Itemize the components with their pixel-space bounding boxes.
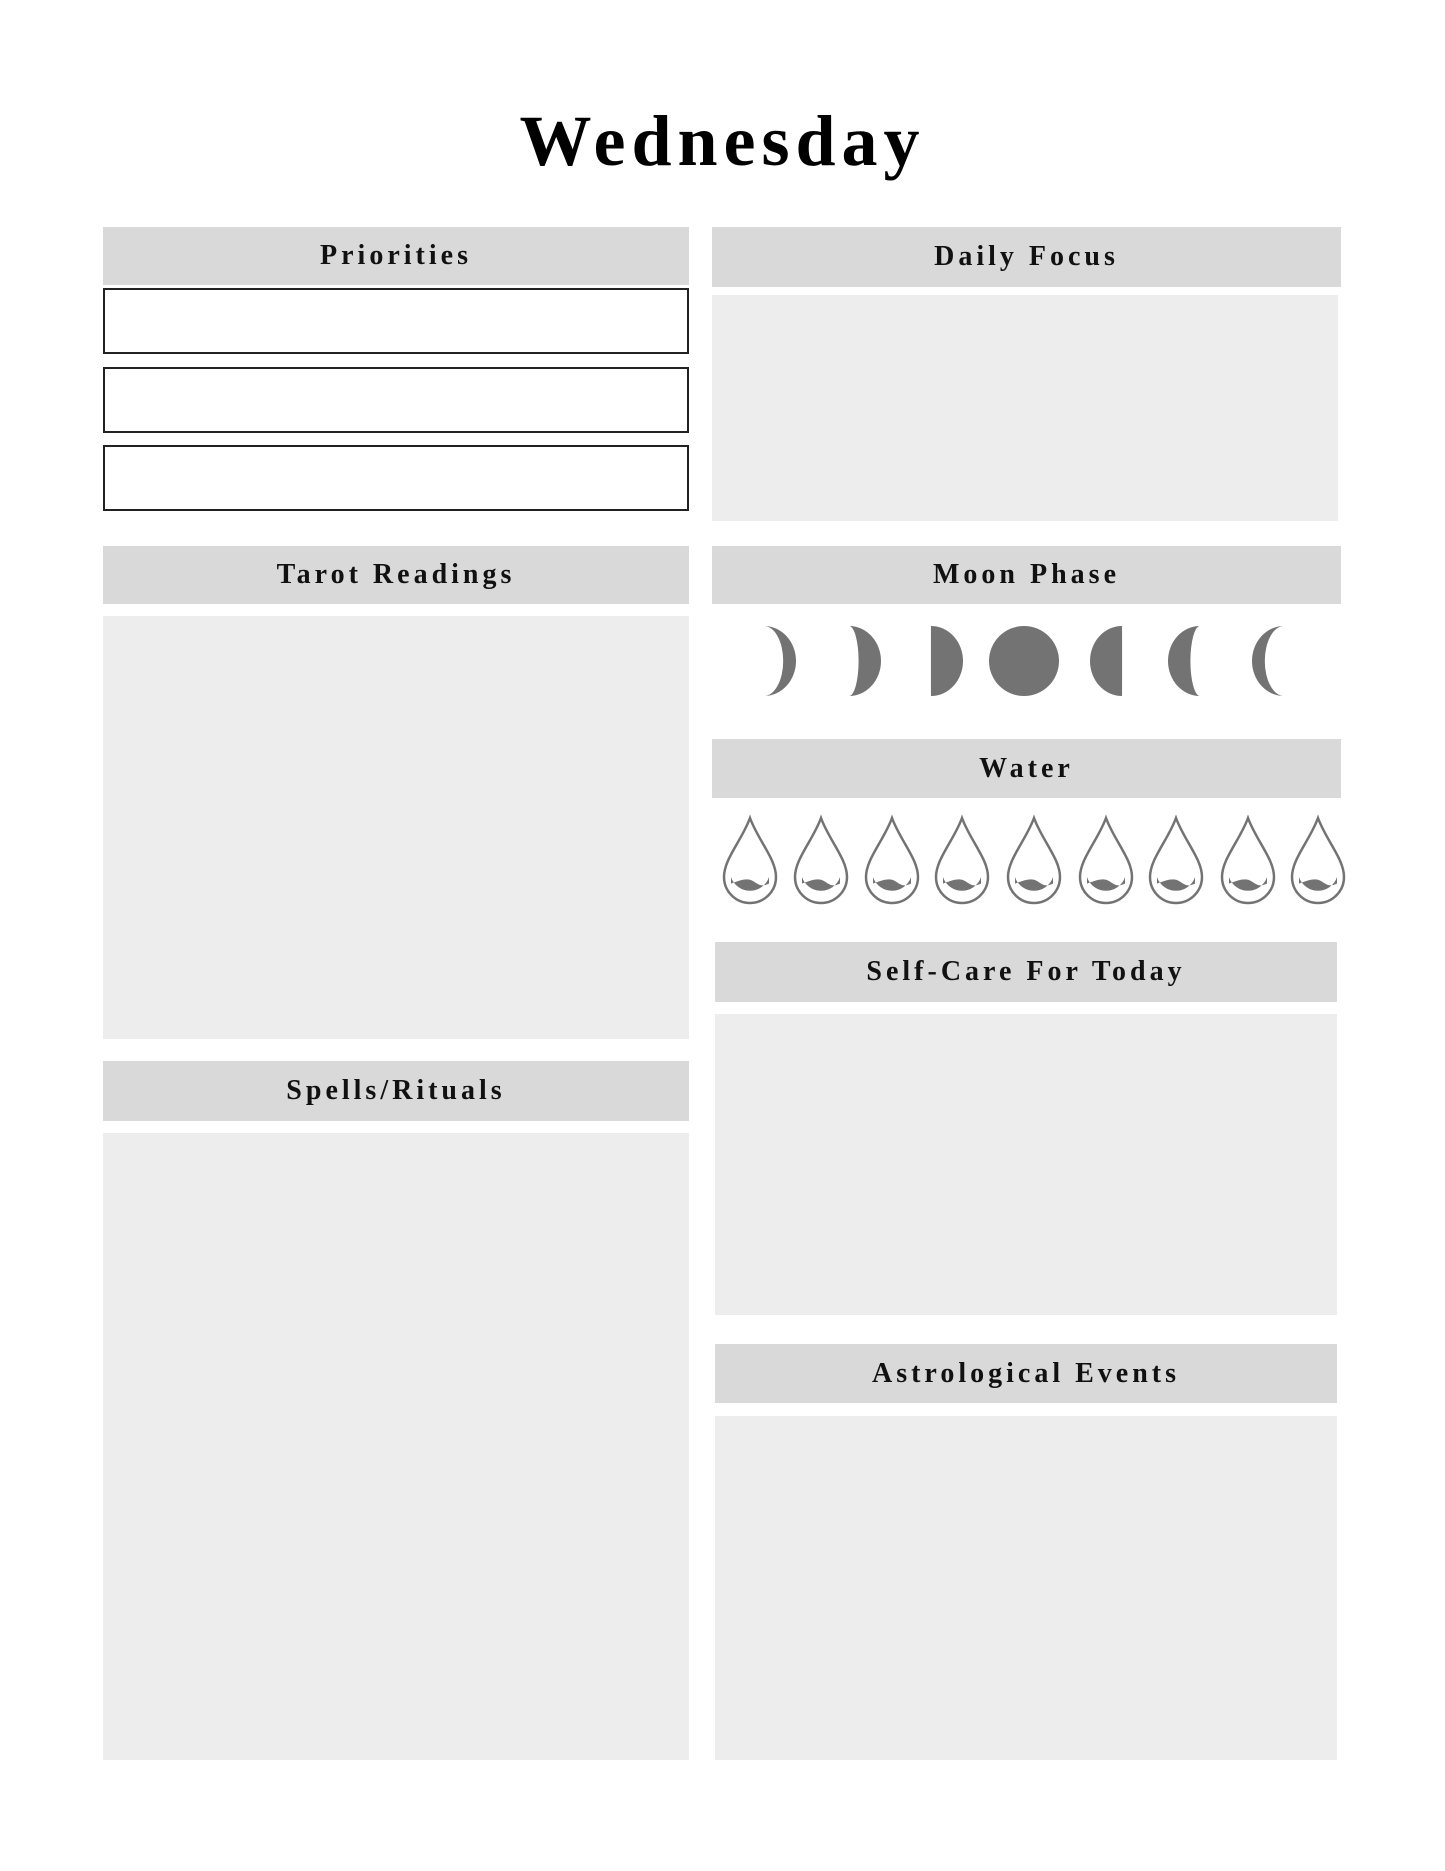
water-drop-icon[interactable] — [1150, 818, 1202, 903]
page-title: Wednesday — [519, 101, 926, 181]
spells-rituals-area[interactable] — [103, 1133, 689, 1760]
moon-phase-header: Moon Phase — [712, 546, 1341, 604]
waxing-crescent-icon — [849, 626, 881, 696]
waning-crescent-icon — [1168, 626, 1200, 696]
water-drop-icon[interactable] — [1080, 818, 1132, 903]
waxing-crescent-thin-icon — [764, 626, 796, 696]
spells-rituals-header: Spells/Rituals — [103, 1061, 689, 1121]
self-care-header: Self-Care For Today — [715, 942, 1337, 1002]
water-drop-icon[interactable] — [1222, 818, 1274, 903]
water-drop-icon[interactable] — [1292, 818, 1344, 903]
water-drop-icon[interactable] — [866, 818, 918, 903]
water-tracker-row — [0, 0, 1445, 1]
daily-focus-header: Daily Focus — [712, 227, 1341, 287]
daily-focus-area[interactable] — [712, 295, 1338, 521]
astrological-events-area[interactable] — [715, 1416, 1337, 1760]
first-quarter-icon — [931, 626, 963, 696]
priority-field-2[interactable] — [103, 367, 689, 433]
astrological-events-header: Astrological Events — [715, 1344, 1337, 1403]
water-header: Water — [712, 739, 1341, 798]
waning-crescent-thin-icon — [1252, 626, 1284, 696]
tarot-readings-header: Tarot Readings — [103, 546, 689, 604]
priorities-header: Priorities — [103, 227, 689, 285]
self-care-area[interactable] — [715, 1014, 1337, 1315]
water-drop-icon[interactable] — [724, 818, 776, 903]
full-moon-icon — [989, 626, 1059, 696]
priority-field-1[interactable] — [103, 288, 689, 354]
water-drop-icon[interactable] — [1008, 818, 1060, 903]
water-drop-icon[interactable] — [936, 818, 988, 903]
water-drop-icon[interactable] — [795, 818, 847, 903]
last-quarter-icon — [1090, 626, 1122, 696]
tarot-readings-area[interactable] — [103, 616, 689, 1039]
priority-field-3[interactable] — [103, 445, 689, 511]
